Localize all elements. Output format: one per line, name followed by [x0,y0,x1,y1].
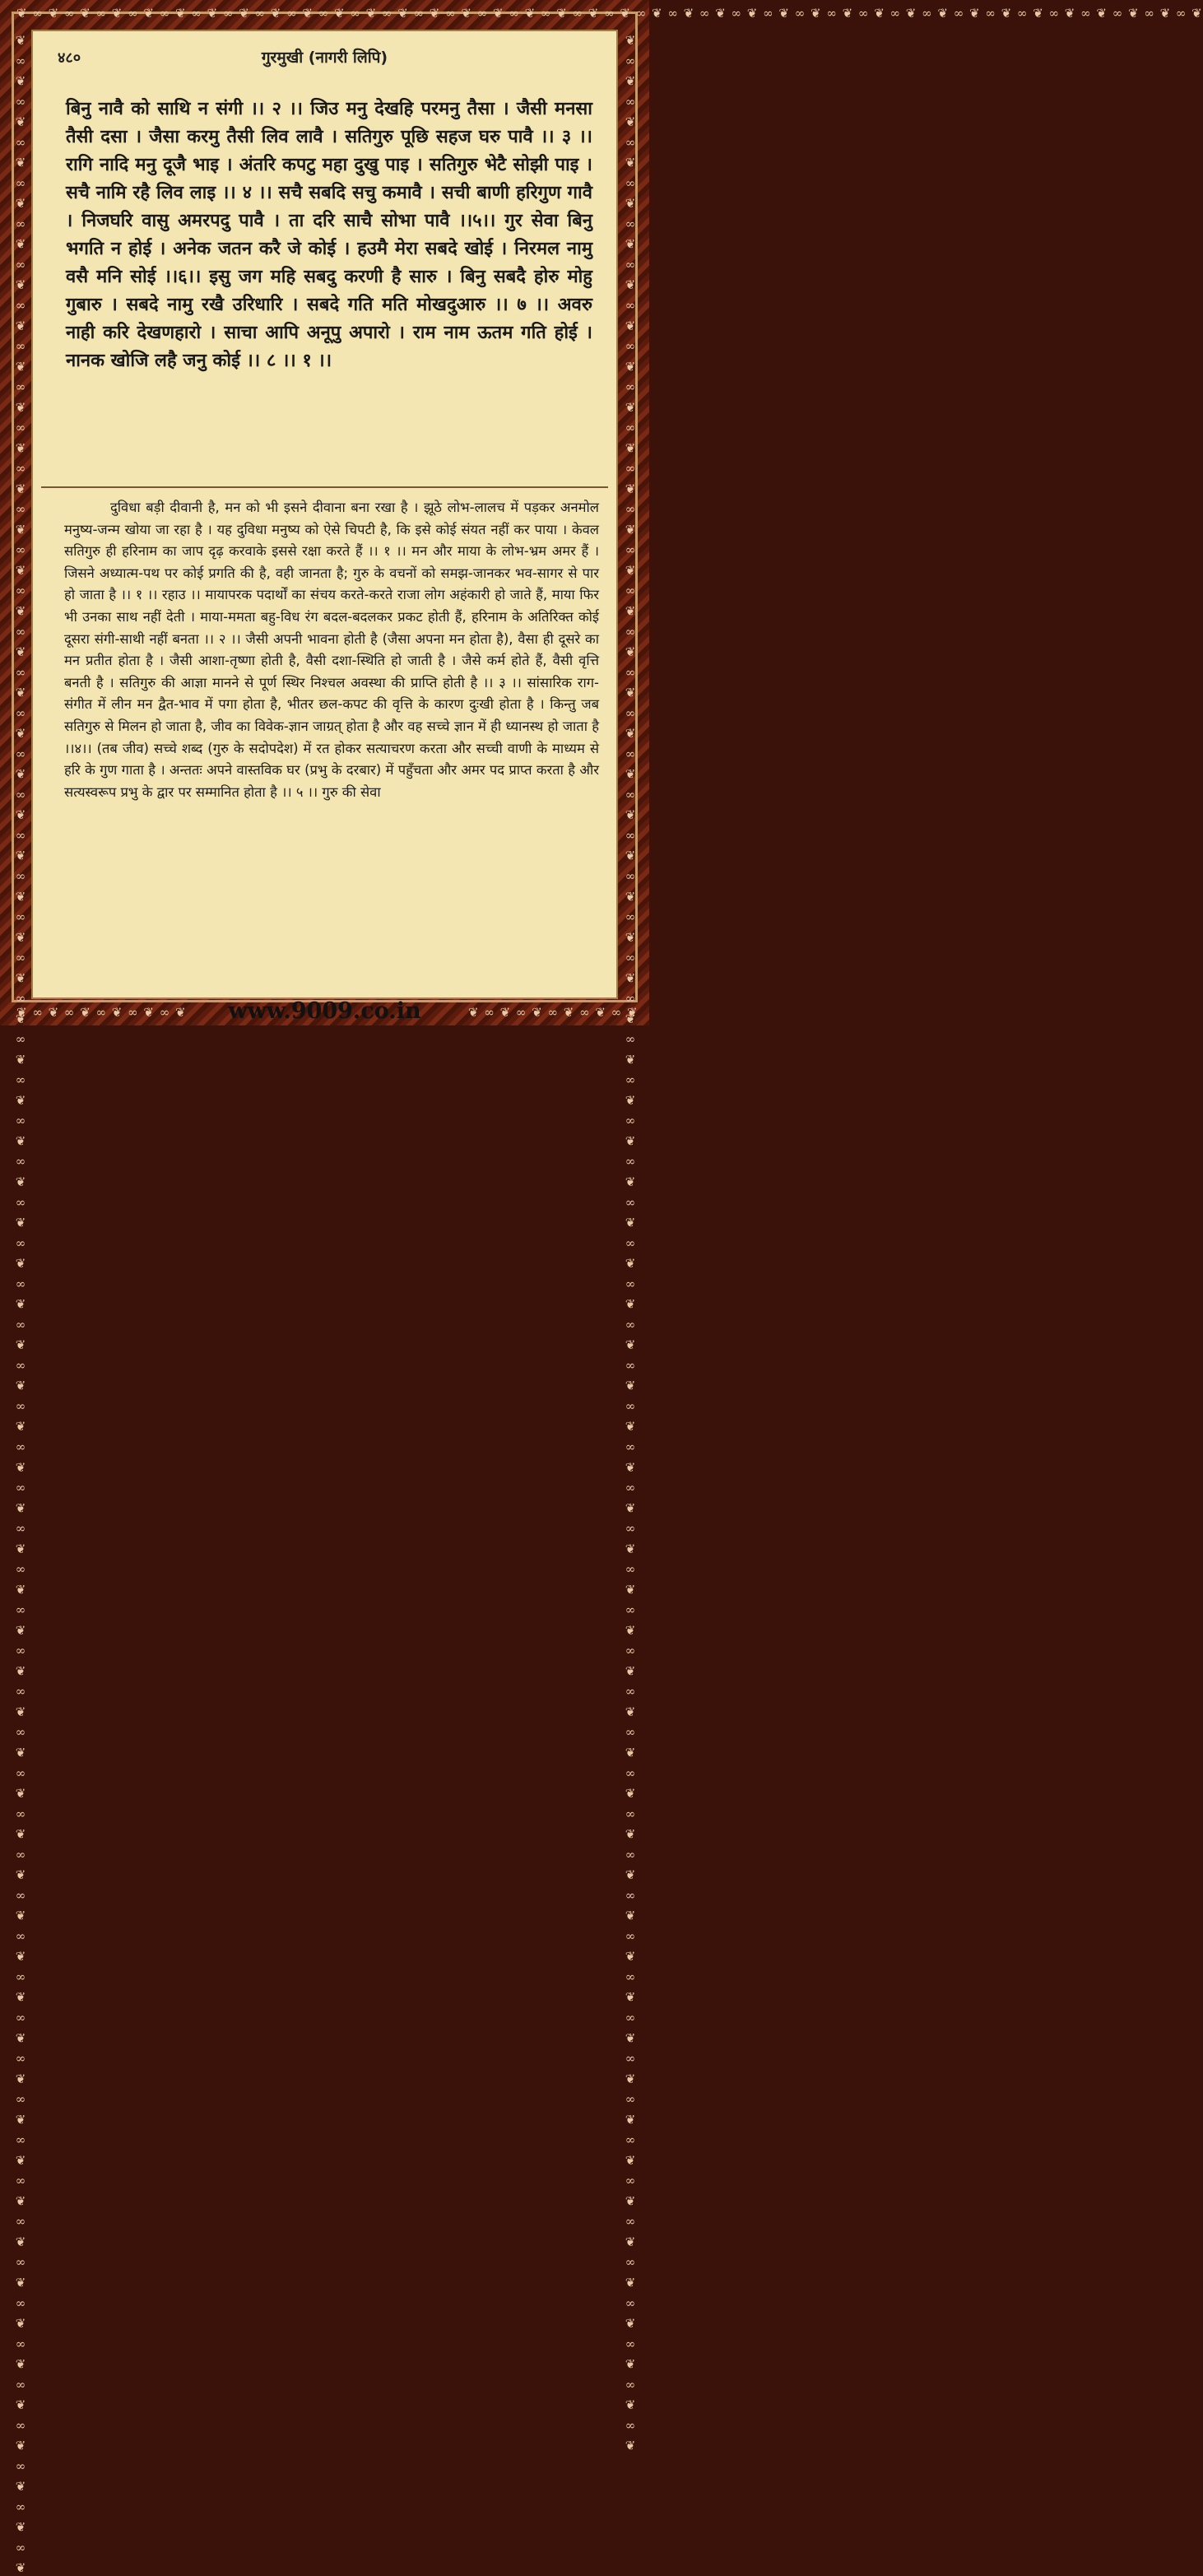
hindi-commentary [64,497,599,803]
page-header [33,31,616,69]
top-ornament: ❦ ∞ ❦ ∞ ❦ ∞ ❦ ∞ ❦ ∞ ❦ ∞ ❦ ∞ ❦ ∞ ❦ ∞ ❦ ∞ ❦ ∞ ❦ ∞ ❦ ∞ ❦ ∞ ❦ ∞ ❦ ∞ ❦ ∞ ❦ ∞ ❦ ∞ ❦ ∞ ❦ ∞ ❦ ∞ ❦ ∞ ❦ ∞ ❦ ∞ ❦ ∞ ❦ ∞ ❦ ∞ ❦ ∞ ❦ ∞ ❦ ∞ ❦ ∞ ❦ ∞ ❦ ∞ ❦ ∞ ❦ ∞ ❦ ∞ ❦ [16,6,1203,21]
right-ornament: ❦ ∞ ❦ ∞ ❦ ∞ ❦ ∞ ❦ ∞ ❦ ∞ ❦ ∞ ❦ ∞ ❦ ∞ ❦ ∞ ❦ ∞ ❦ ∞ ❦ ∞ ❦ ∞ ❦ ∞ ❦ ∞ ❦ ∞ ❦ ∞ ❦ ∞ ❦ ∞ ❦ ∞ ❦ ∞ ❦ ∞ ❦ ∞ ❦ ∞ ❦ ∞ ❦ ∞ ❦ ∞ ❦ ∞ ❦ ∞ ❦ ∞ ❦ ∞ ❦ ∞ ❦ ∞ ❦ ∞ ❦ ∞ ❦ ∞ ❦ ∞ ❦ ∞ ❦ ∞ ❦ ∞ ❦ ∞ ❦ ∞ ❦ ∞ ❦ ∞ ❦ ∞ ❦ ∞ ❦ ∞ ❦ ∞ ❦ ∞ ❦ ∞ ❦ ∞ ❦ ∞ ❦ ∞ ❦ ∞ ❦ ∞ ❦ ∞ ❦ ∞ ❦ ∞ ❦ [623,33,638,2454]
commentary-paragraph: दुविधा बड़ी दीवानी है, मन को भी इसने दीवाना बना रखा है । झूठे लोभ-लालच में पड़कर अनमोल मनुष्य-जन्म खोया जा रहा है । यह दुविधा मनुष्य को ऐसे चिपटी है, कि इसे कोई संयत नहीं कर पाया । केवल सतिगुरु ही हरिनाम का जाप दृढ़ करवाके इससे रक्षा करते हैं ।। १ ।। मन और माया के लोभ-भ्रम अमर हैं । जिसने अध्यात्म-पथ पर कोई प्रगति की है, वही जानता है; गुरु के वचनों को समझ-जानकर भव-सागर से पार हो जाता है ।। १ ।। रहाउ ।। मायापरक पदार्थों का संचय करते-करते राजा लोग अहंकारी हो जाते हैं, माया फिर भी उनका साथ नहीं देती । माया-ममता बहु-विध रंग बदल-बदलकर प्रकट होती हैं, हरिनाम के अतिरिक्त कोई दूसरा संगी-साथी नहीं बनता ।। २ ।। जैसी अपनी भावना होती है (जैसा अपना मन होता है), वैसा ही दूसरे का मन प्रतीत होता है । जैसी आशा-तृष्णा होती है, वैसी दशा-स्थिति हो जाती है । जैसे कर्म होते हैं, वैसी वृत्ति बनती है । सतिगुरु की आज्ञा मानने से पूर्ण स्थिर निश्चल अवस्था की प्राप्ति होती है ।। ३ ।। सांसारिक राग-संगीत में लीन मन द्वैत-भाव में पगा होता है, भीतर छल-कपट की वृत्ति के कारण दुःखी होता है । किन्तु जब सतिगुरु से मिलन हो जाता है, जीव का विवेक-ज्ञान जाग्रत् होता है और वह सच्चे ज्ञान में ही ध्यानस्थ हो जाता है ।।४।। (तब जीव) सच्चे शब्द (गुरु के सदोपदेश) में रत होकर सत्याचरण करता और सच्ची वाणी के माध्यम से हरि के गुण गाता है । अन्ततः अपने वास्तविक घर (प्रभु के दरबार) में पहुँचता और अमर पद प्राप्त करता है और सत्यस्वरूप प्रभु के द्वार पर सम्मानित होता है ।। ५ ।। गुरु की सेवा [64,500,599,800]
website-url[interactable]: www.9009.co.in [228,998,421,1024]
bottom-left-ornament: ❦ ∞ ❦ ∞ ❦ ∞ ❦ ∞ ❦ ∞ ❦ [16,1005,187,1020]
book-page [31,30,618,999]
page-number: ४८० [58,49,81,67]
section-divider [41,486,608,488]
left-ornament: ❦ ∞ ❦ ∞ ❦ ∞ ❦ ∞ ❦ ∞ ❦ ∞ ❦ ∞ ❦ ∞ ❦ ∞ ❦ ∞ ❦ ∞ ❦ ∞ ❦ ∞ ❦ ∞ ❦ ∞ ❦ ∞ ❦ ∞ ❦ ∞ ❦ ∞ ❦ ∞ ❦ ∞ ❦ ∞ ❦ ∞ ❦ ∞ ❦ ∞ ❦ ∞ ❦ ∞ ❦ ∞ ❦ ∞ ❦ ∞ ❦ ∞ ❦ ∞ ❦ ∞ ❦ ∞ ❦ ∞ ❦ ∞ ❦ ∞ ❦ ∞ ❦ ∞ ❦ ∞ ❦ ∞ ❦ ∞ ❦ ∞ ❦ ∞ ❦ ∞ ❦ ∞ ❦ ∞ ❦ ∞ ❦ ∞ ❦ ∞ ❦ ∞ ❦ ∞ ❦ ∞ ❦ ∞ ❦ ∞ ❦ ∞ ❦ ∞ ❦ ∞ ❦ ∞ ❦ ∞ ❦ ∞ ❦ ∞ ❦ [13,33,28,2576]
gurbani-verse: बिनु नावै को साथि न संगी ।। २ ।। जिउ मनु देखहि परमनु तैसा । जैसी मनसा तैसी दसा । जैसा करमु तैसी लिव लावै । सतिगुरु पूछि सहज घरु पावै ।। ३ ।। रागि नादि मनु दूजै भाइ । अंतरि कपटु महा दुखु पाइ । सतिगुरु भेटै सोझी पाइ । सचै नामि रहै लिव लाइ ।। ४ ।। सचै सबदि सचु कमावै । सची बाणी हरिगुण गावै । निजघरि वासु अमरपदु पावै । ता दरि साचै सोभा पावै ।।५।। गुर सेवा बिनु भगति न होई । अनेक जतन करै जे कोई । हउमै मेरा सबदे खोई । निरमल नामु वसै मनि सोई ।।६।। इसु जग महि सबदु करणी है सारु । बिनु सबदै होरु मोहु गुबारु । सबदे नामु रखै उरिधारि । सबदे गति मति मोखदुआरु ।। ७ ।। अवरु नाही करि देखणहारो । साचा आपि अनूपु अपारो । राम नाम ऊतम गति होई । नानक खोजि लहै जनु कोई ।। ८ ।। १ ।। [66,99,592,371]
bottom-right-ornament: ❦ ∞ ❦ ∞ ❦ ∞ ❦ ∞ ❦ ∞ ❦ [468,1005,639,1020]
page-title: गुरमुखी (नागरी लिपि) [261,49,388,67]
